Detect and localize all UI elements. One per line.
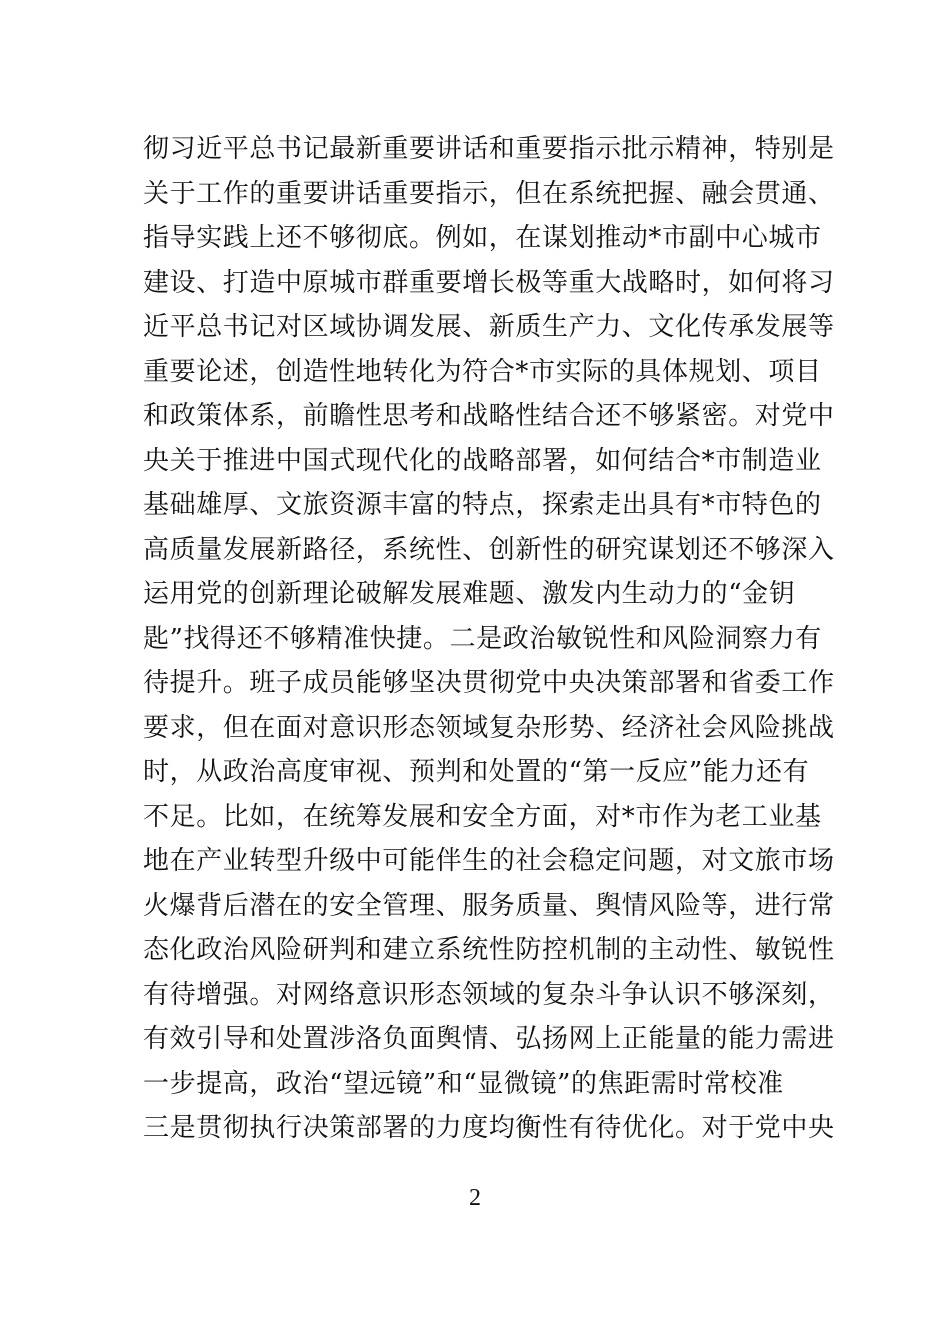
text-line: 三是贯彻执行决策部署的力度均衡性有待优化。对于党中央 — [143, 1113, 835, 1143]
page-number: 2 — [469, 1185, 481, 1211]
text-line: 有效引导和处置涉洛负面舆情、弘扬网上正能量的能力需进 — [143, 1024, 835, 1054]
text-line: 不足。比如，在统筹发展和安全方面，对*市作为老工业基 — [143, 801, 822, 832]
text-line: 时，从政治高度审视、预判和处置的“第一反应”能力还有 — [143, 757, 810, 787]
text-line: 运用党的创新理论破解发展难题、激发内生动力的“金钥 — [143, 579, 796, 609]
text-line: 央关于推进中国式现代化的战略部署，如何结合*市制造业 — [143, 445, 822, 476]
text-line: 匙”找得还不够精准快捷。二是政治敏锐性和风险洞察力有 — [143, 623, 822, 654]
text-line: 一步提高，政治“望远镜”和“显微镜”的焦距需时常校准 — [143, 1068, 784, 1099]
text-line: 要求，但在面对意识形态领域复杂形势、经济社会风险挑战 — [143, 712, 835, 743]
text-line: 态化政治风险研判和建立系统性防控机制的主动性、敏锐性 — [143, 935, 835, 965]
text-line: 基础雄厚、文旅资源丰富的特点，探索走出具有*市特色的 — [143, 490, 822, 520]
text-line: 和政策体系，前瞻性思考和战略性结合还不够紧密。对党中 — [143, 401, 835, 431]
text-line: 近平总书记对区域协调发展、新质生产力、文化传承发展等 — [143, 312, 835, 342]
text-line: 地在产业转型升级中可能伴生的社会稳定问题，对文旅市场 — [143, 846, 835, 876]
text-line: 有待增强。对网络意识形态领域的复杂斗争认识不够深刻， — [143, 979, 835, 1010]
text-line: 指导实践上还不够彻底。例如，在谋划推动*市副中心城市 — [143, 223, 822, 253]
text-line: 火爆背后潜在的安全管理、服务质量、舆情风险等，进行常 — [143, 890, 835, 921]
text-line: 建设、打造中原城市群重要增长极等重大战略时，如何将习 — [143, 267, 835, 298]
text-line: 彻习近平总书记最新重要讲话和重要指示批示精神，特别是 — [143, 134, 835, 164]
text-line: 待提升。班子成员能够坚决贯彻党中央决策部署和省委工作 — [143, 668, 835, 698]
text-line: 高质量发展新路径，系统性、创新性的研究谋划还不够深入 — [143, 534, 835, 565]
text-line: 重要论述，创造性地转化为符合*市实际的具体规划、项目 — [143, 356, 822, 387]
text-line: 关于工作的重要讲话重要指示，但在系统把握、融会贯通、 — [143, 178, 835, 209]
body-text — [143, 127, 835, 1151]
